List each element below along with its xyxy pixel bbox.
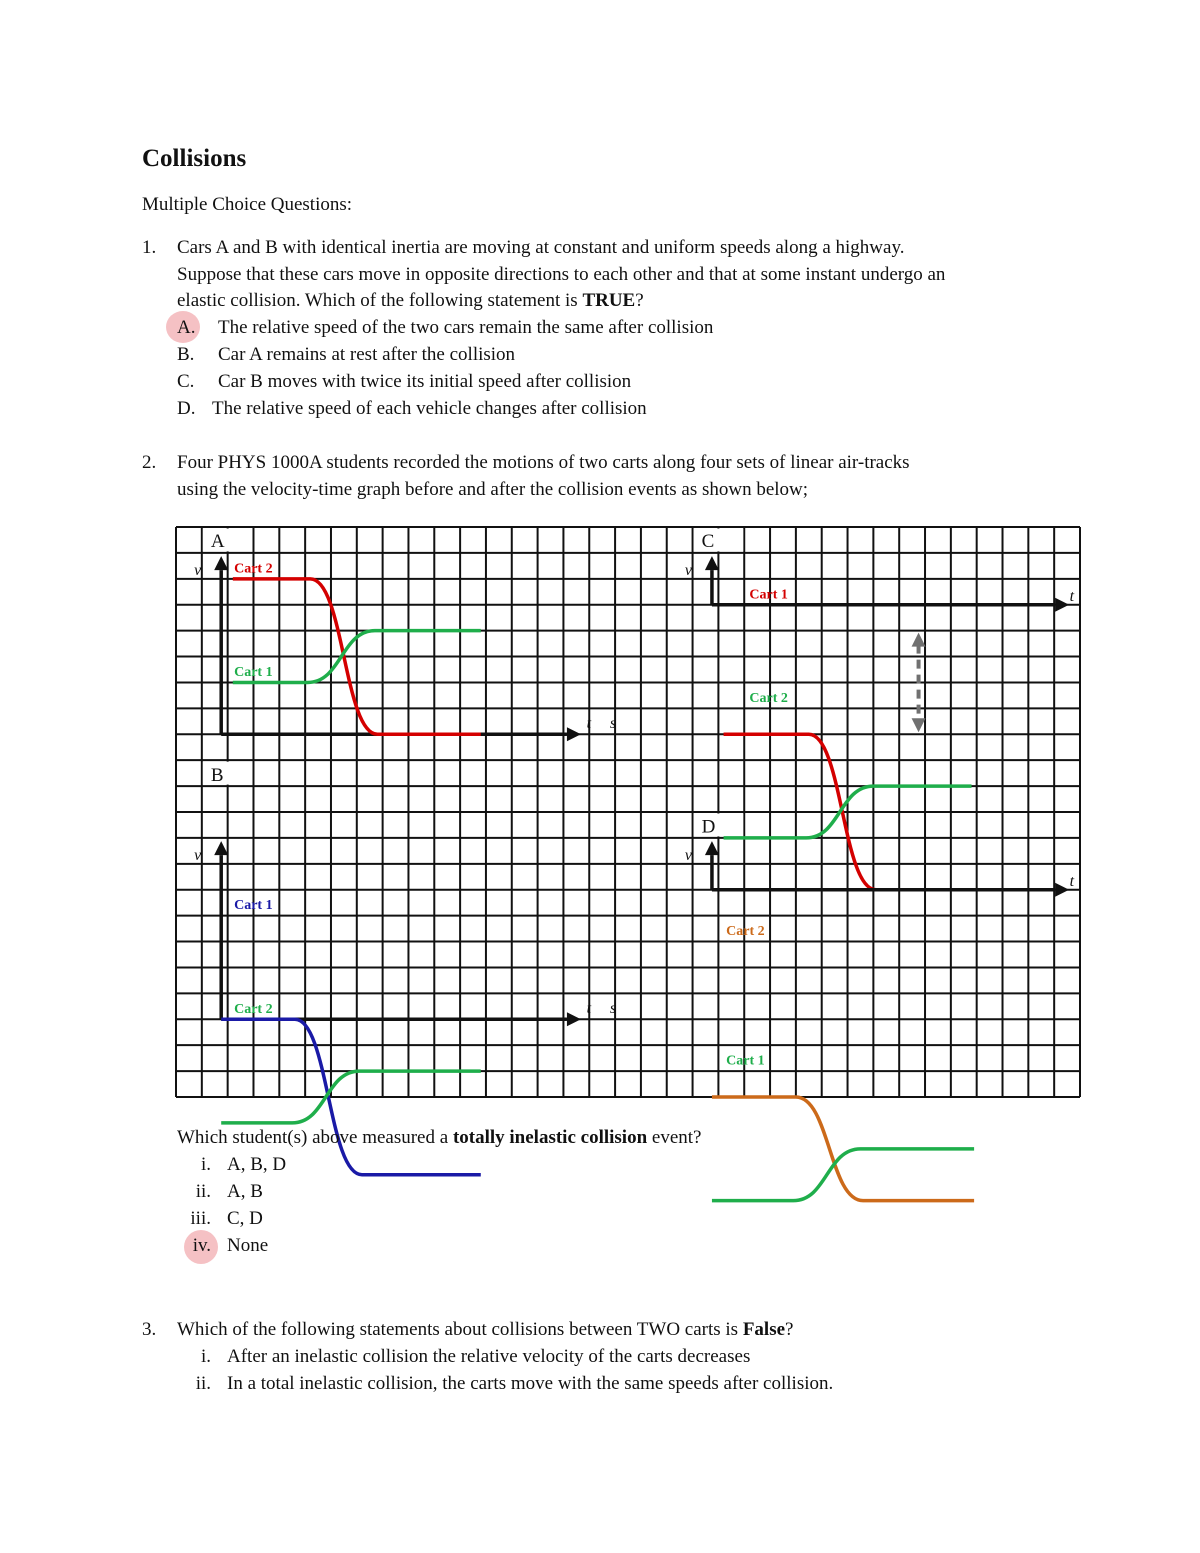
option-letter[interactable]: D. — [177, 398, 196, 419]
question-text-line: Cars A and B with identical inertia are moving at constant and uniform speeds along a highway. — [177, 237, 905, 258]
option-text: After an inelastic collision the relative velocity of the carts decreases — [227, 1346, 751, 1367]
y-axis-label: v — [194, 846, 202, 864]
indicator-arrow-up — [912, 633, 926, 647]
option-letter[interactable]: A. — [177, 317, 196, 338]
x-axis-arrow — [1055, 598, 1069, 612]
page-title: Collisions — [142, 145, 247, 172]
option-numeral[interactable]: ii. — [195, 1373, 211, 1394]
option-text: Car B moves with twice its initial speed after collision — [218, 371, 632, 392]
x-axis-unit: s — [609, 714, 617, 732]
y-axis-label: v — [194, 561, 202, 579]
option-text: The relative speed of the two cars remain the same after collision — [218, 317, 714, 338]
x-axis-arrow — [567, 727, 581, 741]
x-axis-label: t — [586, 999, 592, 1017]
option-text: A, B, D — [227, 1154, 287, 1175]
option-numeral[interactable]: i. — [200, 1154, 211, 1175]
panel-b — [194, 765, 616, 1175]
option-text: None — [227, 1235, 269, 1256]
series-label: Cart 2 — [234, 1001, 273, 1017]
y-axis-arrow — [214, 841, 228, 855]
option-text: The relative speed of each vehicle changes after collision — [212, 398, 647, 419]
question-emphasis: False — [742, 1319, 786, 1340]
panel-label: C — [701, 531, 715, 553]
question-text: elastic collision. Which of the following statement is — [177, 290, 583, 311]
question-number: 2. — [142, 452, 157, 473]
panel-a — [194, 531, 616, 734]
y-axis-label: v — [684, 561, 692, 579]
option-numeral[interactable]: ii. — [195, 1181, 211, 1202]
x-axis-unit: s — [609, 999, 617, 1017]
series-label: Cart 2 — [749, 690, 788, 706]
question-text: Which of the following statements about collisions between TWO carts is — [177, 1319, 743, 1340]
question-text-line: Four PHYS 1000A students recorded the motions of two carts along four sets of linear air-tracks — [177, 452, 910, 473]
x-axis-arrow — [1055, 883, 1069, 897]
section-subtitle: Multiple Choice Questions: — [142, 194, 353, 215]
x-axis-arrow — [567, 1012, 581, 1026]
indicator-arrow-down — [912, 718, 926, 732]
option-numeral[interactable]: iv. — [192, 1235, 211, 1256]
option-text: Car A remains at rest after the collision — [218, 344, 516, 365]
y-axis-arrow — [705, 556, 719, 570]
series-label: Cart 2 — [726, 924, 765, 940]
series-label: Cart 2 — [234, 561, 273, 577]
panel-label: B — [210, 764, 224, 786]
option-letter[interactable]: B. — [177, 344, 195, 365]
option-numeral[interactable]: i. — [200, 1346, 211, 1367]
panel-label: D — [701, 816, 716, 838]
question-text-line — [177, 1320, 793, 1339]
graph-paper-grid — [176, 527, 1080, 1097]
option-text: In a total inelastic collision, the carts move with the same speeds after collision. — [227, 1373, 834, 1394]
x-axis-label: t — [586, 714, 592, 732]
y-axis-arrow — [705, 841, 719, 855]
x-axis-label: t — [1069, 587, 1075, 605]
series-label: Cart 1 — [726, 1053, 765, 1069]
series-label: Cart 1 — [749, 587, 788, 603]
y-axis-label: v — [684, 846, 692, 864]
prompt-emphasis: totally inelastic collision — [452, 1127, 648, 1148]
option-numeral[interactable]: iii. — [190, 1208, 211, 1229]
option-letter[interactable]: C. — [177, 371, 195, 392]
x-axis-label: t — [1069, 872, 1075, 890]
question-prompt — [177, 1128, 701, 1147]
series-label: Cart 1 — [234, 898, 273, 914]
y-axis-arrow — [214, 556, 228, 570]
prompt-text: Which student(s) above measured a — [177, 1127, 453, 1148]
question-suffix: ? — [635, 290, 644, 311]
option-text: A, B — [227, 1181, 263, 1202]
panel-label: A — [210, 531, 225, 553]
question-number: 1. — [142, 237, 157, 258]
question-text-line: using the velocity-time graph before and after the collision events as shown below; — [177, 479, 809, 500]
question-emphasis: TRUE — [582, 290, 636, 311]
question-number: 3. — [142, 1319, 157, 1340]
series-label: Cart 1 — [234, 664, 273, 680]
question-suffix: ? — [785, 1319, 794, 1340]
option-text: C, D — [227, 1208, 263, 1229]
question-text-line: Suppose that these cars move in opposite directions to each other and that at some instant undergo an — [177, 264, 946, 285]
series-line-cart-1 — [712, 1149, 974, 1201]
prompt-text: event? — [647, 1127, 702, 1148]
